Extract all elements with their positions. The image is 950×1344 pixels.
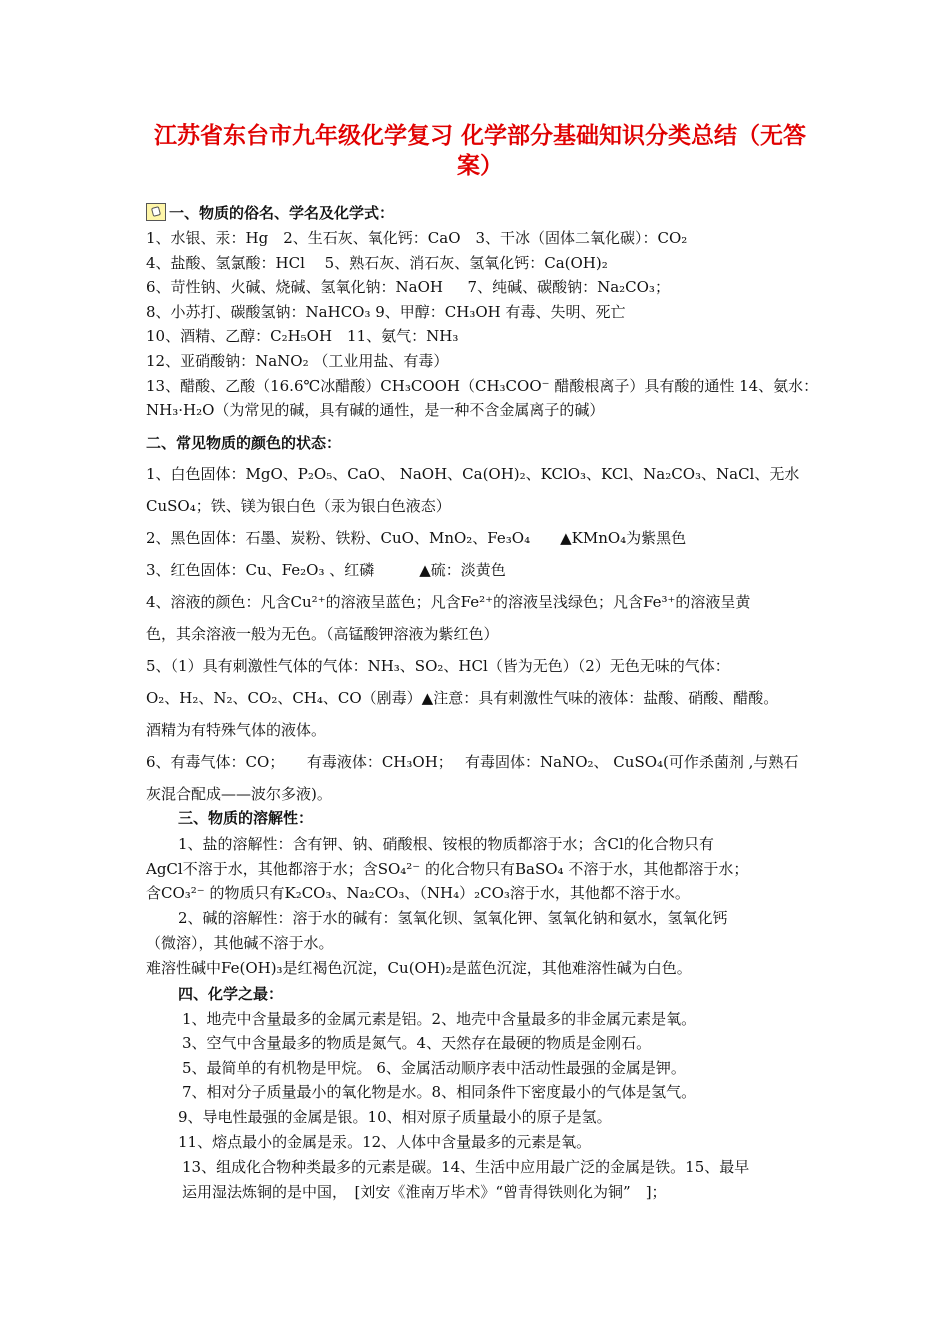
- s2-line-9: 酒精为有特殊气体的液体。: [146, 721, 327, 739]
- s4-line-5: 9、导电性最强的金属是银。10、相对原子质量最小的原子是氢。: [178, 1108, 612, 1126]
- s4-line-1: 1、地壳中含量最多的金属元素是铝。2、地壳中含量最多的非金属元素是氧。: [182, 1010, 697, 1028]
- s4-line-7: 13、组成化合物种类最多的元素是碳。14、生活中应用最广泛的金属是铁。15、最早: [182, 1158, 750, 1176]
- s4-line-3: 5、最简单的有机物是甲烷。 6、金属活动顺序表中活动性最强的金属是钾。: [182, 1059, 686, 1077]
- note-icon: [146, 203, 166, 221]
- s2-line-6: 色，其余溶液一般为无色。（高锰酸钾溶液为紫红色）: [146, 625, 499, 643]
- s1-line-2: 4、盐酸、氢氯酸：HCl 5、熟石灰、消石灰、氢氧化钙：Ca(OH)₂: [146, 254, 608, 272]
- s3-line-1: 1、盐的溶解性：含有钾、钠、硝酸根、铵根的物质都溶于水；含Cl的化合物只有: [178, 835, 714, 853]
- section-1-heading: [146, 203, 394, 223]
- s1-line-6: 12、亚硝酸钠：NaNO₂ （工业用盐、有毒）: [146, 352, 449, 370]
- s1-line-8: NH₃·H₂O（为常见的碱，具有碱的通性，是一种不含金属离子的碱）: [146, 401, 605, 419]
- s2-line-8: O₂、H₂、N₂、CO₂、CH₄、CO（剧毒）▲注意：具有刺激性气味的液体：盐酸、硝酸、醋酸。: [146, 689, 779, 707]
- s2-line-4: 3、红色固体：Cu、Fe₂O₃ 、红磷 ▲硫：淡黄色: [146, 561, 506, 579]
- document-title: 江苏省东台市九年级化学复习 化学部分基础知识分类总结（无答案）: [153, 123, 806, 179]
- s1-line-4: 8、小苏打、碳酸氢钠：NaHCO₃ 9、甲醇：CH₃OH 有毒、失明、死亡: [146, 303, 626, 321]
- s2-line-3: 2、黑色固体：石墨、炭粉、铁粉、CuO、MnO₂、Fe₃O₄ ▲KMnO₄为紫黑色: [146, 529, 687, 547]
- section-3-heading: 三、物质的溶解性：: [178, 809, 314, 827]
- section-4-heading: 四、化学之最：: [178, 985, 284, 1003]
- s3-line-5: （微溶），其他碱不溶于水。: [146, 934, 334, 952]
- s2-line-10: 6、有毒气体：CO； 有毒液体：CH₃OH； 有毒固体：NaNO₂、 CuSO₄(可作杀菌剂 ,与熟石: [146, 753, 799, 771]
- section-2-heading: 二、常见物质的颜色的状态：: [146, 434, 342, 452]
- s1-line-7: 13、醋酸、乙酸（16.6℃冰醋酸）CH₃COOH（CH₃COO⁻ 醋酸根离子）具有酸的通性 14、氨水：: [146, 377, 819, 395]
- s3-line-3: 含CO₃²⁻ 的物质只有K₂CO₃、Na₂CO₃、（NH₄）₂CO₃溶于水，其他都不溶于水。: [146, 884, 690, 902]
- s2-line-7: 5、（1）具有刺激性气体的气体：NH₃、SO₂、HCl（皆为无色）（2）无色无味的气体：: [146, 657, 730, 675]
- section-1-heading-text: 一、物质的俗名、学名及化学式：: [169, 204, 395, 222]
- s4-line-4: 7、相对分子质量最小的氧化物是水。8、相同条件下密度最小的气体是氢气。: [182, 1083, 697, 1101]
- s2-line-5: 4、溶液的颜色：凡含Cu²⁺的溶液呈蓝色；凡含Fe²⁺的溶液呈浅绿色；凡含Fe³⁺的溶液呈黄: [146, 593, 751, 611]
- s3-line-4: 2、碱的溶解性：溶于水的碱有：氢氧化钡、氢氧化钾、氢氧化钠和氨水，氢氧化钙: [178, 909, 728, 927]
- s1-line-5: 10、酒精、乙醇：C₂H₅OH 11、氨气：NH₃: [146, 327, 459, 345]
- s4-line-8: 运用湿法炼铜的是中国， [刘安《淮南万毕术》“曾青得铁则化为铜” ]；: [182, 1183, 667, 1201]
- s4-line-6: 11、熔点最小的金属是汞。12、人体中含量最多的元素是氧。: [178, 1133, 592, 1151]
- s1-line-1: 1、水银、汞：Hg 2、生石灰、氧化钙：CaO 3、干冰（固体二氧化碳）：CO₂: [146, 229, 688, 247]
- s3-line-6: 难溶性碱中Fe(OH)₃是红褐色沉淀，Cu(OH)₂是蓝色沉淀，其他难溶性碱为白色。: [146, 959, 692, 977]
- s1-line-3: 6、苛性钠、火碱、烧碱、氢氧化钠：NaOH 7、纯碱、碳酸钠：Na₂CO₃；: [146, 278, 670, 296]
- s2-line-11: 灰混合配成——波尔多液)。: [146, 785, 332, 803]
- s2-line-2: CuSO₄；铁、镁为银白色（汞为银白色液态）: [146, 497, 451, 515]
- s2-line-1: 1、白色固体：MgO、P₂O₅、CaO、 NaOH、Ca(OH)₂、KClO₃、KCl、Na₂CO₃、NaCl、无水: [146, 465, 800, 483]
- s4-line-2: 3、空气中含量最多的物质是氮气。4、天然存在最硬的物质是金刚石。: [182, 1034, 652, 1052]
- s3-line-2: AgCl不溶于水，其他都溶于水；含SO₄²⁻ 的化合物只有BaSO₄ 不溶于水，其他都溶于水；: [146, 860, 749, 878]
